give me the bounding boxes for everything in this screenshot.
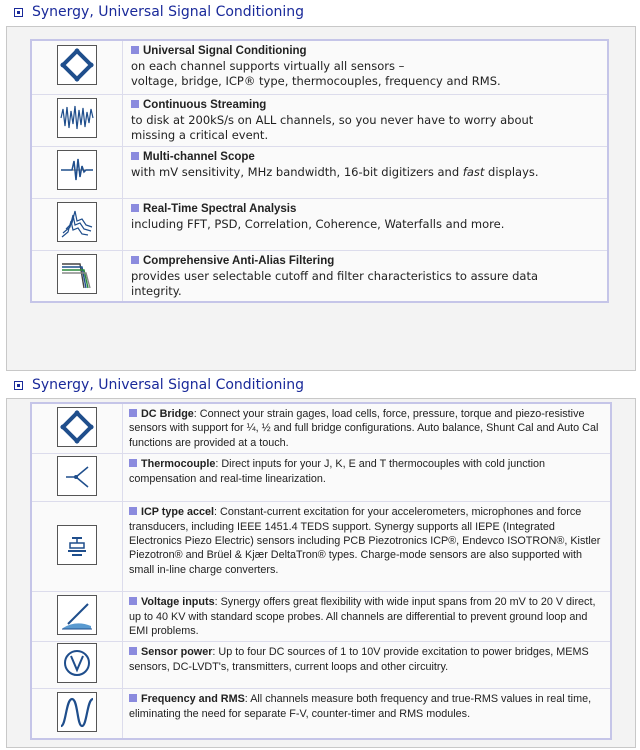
feature-text (123, 40, 609, 94)
feature-icon-cell (31, 454, 123, 502)
feature-description: : Up to four DC sources of 1 to 10V provide excitation to power bridges, MEMS sensors, DC-LVDT's, transmitters, current loops and other circuitry. (129, 646, 589, 673)
feature-heading: Sensor power (141, 646, 213, 659)
voltage-input-icon (57, 595, 97, 635)
bullet-icon (131, 46, 139, 54)
section2-title: Synergy, Universal Signal Conditioning (14, 377, 304, 393)
bullet-icon (129, 459, 137, 467)
feature-icon-cell (31, 592, 123, 642)
feature-description: : Direct inputs for your J, K, E and T thermocouples with cold junction compensation and real-time linearization. (129, 458, 546, 485)
feature-text (123, 403, 612, 454)
feature-description: with mV sensitivity, MHz bandwidth, 16-bit digitizers and (131, 164, 463, 179)
feature-row (31, 502, 611, 592)
feature-row (31, 40, 608, 94)
bullet-icon (131, 100, 139, 108)
feature-icon-cell (31, 94, 123, 146)
thermocouple-icon (57, 456, 97, 496)
bullet-icon (129, 507, 137, 515)
sensor-power-icon (57, 643, 97, 683)
feature-row (31, 454, 611, 502)
feature-icon-cell (31, 689, 123, 739)
feature-heading: Comprehensive Anti-Alias Filtering (143, 254, 335, 267)
feature-row (31, 403, 611, 454)
bullet-icon (129, 597, 137, 605)
feature-description: : All channels measure both frequency and true-RMS values in real time, eliminating the need for separate F-V, counter-timer and RMS modules. (129, 693, 592, 720)
bullet-icon (129, 647, 137, 655)
feature-row (31, 592, 611, 642)
feature-description: voltage, bridge, ICP® type, thermocouples, frequency and RMS. (131, 74, 501, 88)
feature-text (123, 642, 612, 689)
feature-heading: Voltage inputs (141, 596, 215, 609)
feature-row (31, 198, 608, 250)
bullet-icon (129, 694, 137, 702)
bridge-diamond-icon (57, 45, 97, 85)
feature-text (123, 689, 612, 739)
section2-feature-table (30, 402, 612, 740)
feature-row (31, 689, 611, 739)
scope-pulse-icon (57, 150, 97, 190)
feature-icon-cell (31, 642, 123, 689)
feature-icon-cell (31, 40, 123, 94)
feature-heading: ICP type accel (141, 506, 215, 519)
feature-icon-cell (31, 198, 123, 250)
section1-feature-table (30, 39, 609, 303)
feature-text (123, 454, 612, 502)
feature-description: missing a critical event. (131, 127, 269, 142)
feature-description: on each channel supports virtually all sensors – (131, 59, 405, 73)
feature-text (123, 250, 609, 302)
feature-row (31, 94, 608, 146)
feature-heading: Thermocouple (141, 458, 216, 471)
feature-heading: Continuous Streaming (143, 98, 267, 111)
feature-description: : Constant-current excitation for your accelerometers, microphones and force transducers, including IEEE 1451.4 TEDS support. Synergy supports all IEPE (Integrated Electronics Piezo Electric) sensors including PCB Piezotronics ICP®, Endevco ISOTRON®, Kistler Piezotron® and Brüel & Kjær DeltaTron® types. Charge-mode sensors are also supported with small in-line charge converters. (129, 506, 601, 576)
feature-description: integrity. (131, 283, 182, 298)
feature-emphasis: fast (462, 164, 485, 179)
feature-description: : Synergy offers great flexibility with wide input spans from 20 mV to 20 V direct, up to 40 KV with standard scope probes. All channels are differential to prevent ground loop and EMI problems. (129, 596, 596, 638)
feature-description: to disk at 200kS/s on ALL channels, so you never have to worry about (131, 112, 534, 127)
feature-icon-cell (31, 146, 123, 198)
feature-description: including FFT, PSD, Correlation, Coherence, Waterfalls and more. (131, 216, 505, 231)
feature-heading: Frequency and RMS (141, 693, 245, 706)
spectrum-waterfall-icon (57, 202, 97, 242)
frequency-rms-icon (57, 692, 97, 732)
bridge-diamond-icon (57, 407, 97, 447)
waveform-stream-icon (57, 98, 97, 138)
feature-icon-cell (31, 502, 123, 592)
feature-text (123, 146, 609, 198)
feature-heading: Real-Time Spectral Analysis (143, 202, 297, 215)
feature-heading: DC Bridge (141, 408, 194, 420)
feature-heading: Universal Signal Conditioning (143, 45, 307, 57)
icp-accel-icon (57, 525, 97, 565)
feature-heading: Multi-channel Scope (143, 150, 255, 163)
filter-curves-icon (57, 254, 97, 294)
feature-row (31, 146, 608, 198)
feature-row (31, 642, 611, 689)
bullet-icon (131, 204, 139, 212)
feature-text (123, 198, 609, 250)
feature-description: displays. (484, 164, 539, 179)
section-bullet-icon (14, 381, 23, 390)
bullet-icon (131, 152, 139, 160)
bullet-icon (129, 409, 137, 417)
feature-text (123, 502, 612, 592)
section1-title: Synergy, Universal Signal Conditioning (14, 4, 304, 20)
feature-text (123, 592, 612, 642)
feature-row (31, 250, 608, 302)
feature-description: provides user selectable cutoff and filter characteristics to assure data (131, 268, 539, 283)
feature-icon-cell (31, 250, 123, 302)
feature-text (123, 94, 609, 146)
feature-icon-cell (31, 403, 123, 454)
feature-description: : Connect your strain gages, load cells, force, pressure, torque and piezo-resistive sensors with support for ¼, ½ and full bridge configurations. Auto balance, Shunt Cal and Auto Cal functions are provided at a touch. (129, 408, 599, 449)
bullet-icon (131, 256, 139, 264)
section-bullet-icon (14, 8, 23, 17)
